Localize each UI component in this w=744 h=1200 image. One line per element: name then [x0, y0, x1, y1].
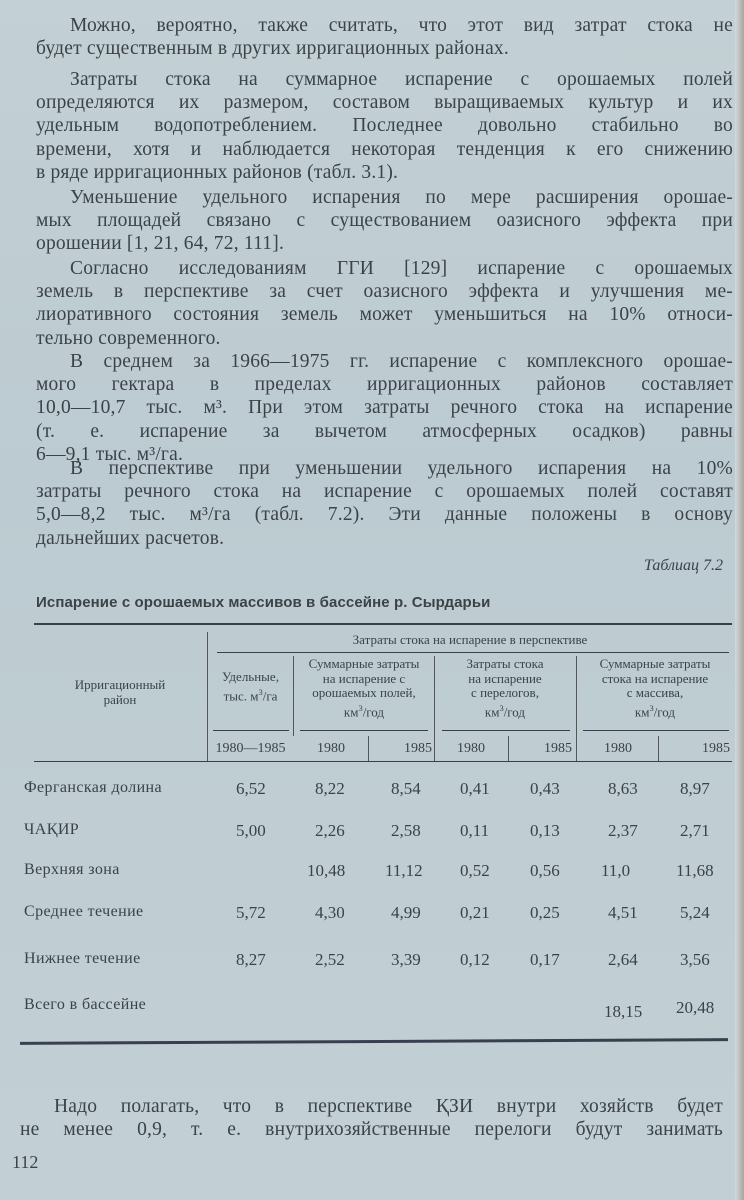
text-line: Согласно исследованиям ГГИ [129] испарение с орошаемых — [70, 258, 733, 279]
table-cell: 8,54 — [391, 779, 421, 798]
header-line: орошаемых полей, — [312, 685, 416, 700]
table-cell: 11,12 — [385, 861, 423, 880]
header-line: Ирригационный — [74, 677, 166, 692]
text-line: определяются их размером, составом выращиваемых культур и их — [36, 92, 733, 114]
subgroup-underline — [442, 730, 570, 731]
table-cell: 4,30 — [315, 903, 345, 922]
text-line: Затраты стока на суммарное испарение с орошаемых полей — [70, 69, 733, 90]
region-name: Ферганская долина — [24, 779, 163, 796]
text-line: В среднем за 1966—1975 гг. испарение с комплексного орошае- — [70, 351, 733, 372]
header-line: с перелогов, — [471, 685, 539, 700]
text-line: затраты речного стока на испарение с орошаемых полей составят — [36, 481, 733, 503]
text-line: будет существенным в других ирригационных районах. — [36, 38, 509, 60]
table-cell: 5,24 — [680, 903, 710, 922]
table-cell: 0,25 — [530, 903, 560, 922]
header-line: на испарение с — [322, 670, 406, 686]
paragraph-2 — [36, 68, 733, 184]
table-cell: 0,41 — [460, 779, 490, 798]
text-line: времени, хотя и наблюдается некоторая тенденция к его снижению — [36, 138, 733, 160]
table-number: Таблиац 7.2 — [644, 557, 723, 574]
table-cell: 3,39 — [391, 950, 421, 969]
total-massif-header — [578, 657, 732, 719]
subgroup-underline — [583, 730, 729, 731]
table-cell: 4,51 — [608, 903, 638, 922]
group-underline — [217, 652, 729, 653]
table-cell: 8,97 — [680, 779, 710, 798]
text-line: мых площадей связано с существованием оазисного эффекта при — [36, 210, 733, 232]
header-bottom-rule — [34, 761, 732, 762]
header-line: с массива, — [626, 685, 684, 700]
paragraph-5 — [36, 350, 733, 466]
table-cell: 0,17 — [530, 950, 560, 969]
year-header: 1985 — [702, 741, 730, 756]
table-cell: 6,52 — [236, 779, 266, 798]
header-line: Суммарные затраты — [308, 656, 420, 671]
table-cell: 8,27 — [236, 950, 266, 969]
table-title: Испарение с орошаемых массивов в бассейне р. Сырдарьи — [36, 594, 491, 611]
year-header: 1980 — [457, 741, 485, 756]
text-line: 10,0—10,7 тыс. м³. При этом затраты речного стока на испарение — [36, 397, 733, 419]
column-divider — [508, 736, 509, 761]
paragraph-3 — [36, 186, 733, 256]
header-line: тыс. $м^3/га$ — [223, 686, 278, 703]
year-header: 1980 — [317, 741, 345, 756]
text-line: тельно современного. — [36, 327, 221, 349]
column-divider — [658, 736, 659, 761]
table-cell: 11,0 — [601, 861, 631, 880]
table-cell: 10,48 — [307, 861, 346, 880]
year-header: 1985 — [404, 741, 432, 756]
column-divider — [576, 656, 577, 761]
column-divider — [207, 632, 208, 762]
table-cell: 11,68 — [676, 861, 714, 880]
table-cell: 2,64 — [608, 950, 638, 969]
table-cell: 4,99 — [391, 903, 421, 922]
table-cell: 20,48 — [676, 998, 715, 1017]
table-cell: 0,43 — [530, 779, 560, 798]
column-divider — [368, 736, 369, 761]
subgroup-underline — [213, 730, 289, 731]
group-header: Затраты стока на испарение в перспективе — [352, 632, 588, 647]
text-line: в ряде ирригационных районов (табл. 3.1). — [36, 161, 399, 183]
table-cell: 0,52 — [460, 861, 490, 880]
table-cell: 2,37 — [608, 821, 638, 840]
table-cell: 5,72 — [236, 903, 266, 922]
fallow-lands-header — [436, 657, 574, 719]
table-cell: 2,26 — [315, 821, 345, 840]
header-line: $км^3$/год — [484, 702, 526, 719]
table-cell: 0,56 — [530, 861, 560, 880]
header-line: Затраты стока — [466, 656, 544, 671]
specific-evaporation-header — [209, 670, 292, 703]
table-cell: 2,58 — [391, 821, 421, 840]
region-name: Верхняя зона — [24, 861, 120, 878]
table-bottom-rule — [20, 1038, 728, 1045]
text-line: (т. е. испарение за вычетом атмосферных осадков) равны — [36, 420, 733, 442]
text-line: 5,0—8,2 тыс. м³/га (табл. 7.2). Эти данные положены в основу — [36, 504, 733, 526]
text-line: не менее 0,9, т. е. внутрихозяйственные перелоги будут занимать — [20, 1119, 723, 1141]
header-line: Суммарные затраты — [599, 656, 711, 671]
table-cell: 8,63 — [608, 779, 638, 798]
page-edge — [735, 0, 744, 1200]
paragraph-6 — [36, 457, 733, 550]
table-cell: 0,11 — [460, 821, 490, 840]
paragraph-after-table — [20, 1095, 723, 1141]
table-cell: 0,13 — [530, 821, 560, 840]
region-name: Среднее течение — [24, 903, 144, 920]
text-line: земель в перспективе за счет оазисного эффекта и улучшения ме- — [36, 281, 733, 303]
header-line: Удельные, — [222, 669, 279, 684]
table-cell: 5,00 — [236, 821, 266, 840]
text-line: лиоративного состояния земель может уменьшиться на 10% относи- — [36, 304, 733, 326]
region-column-header — [40, 678, 200, 707]
column-divider — [434, 656, 435, 761]
table-cell: 0,12 — [460, 950, 490, 969]
table-cell: 18,15 — [604, 1002, 643, 1021]
region-name: ЧАҚИР — [24, 821, 80, 838]
header-line: $км^3$/год — [634, 702, 676, 719]
table-cell: 3,56 — [680, 950, 710, 969]
year-header: 1980—1985 — [215, 741, 286, 756]
year-header: 1985 — [544, 741, 572, 756]
header-line: район — [103, 691, 137, 707]
table-cell: 0,21 — [460, 903, 490, 922]
header-line: стока на испарение — [601, 670, 709, 686]
region-name: Нижнее течение — [24, 950, 141, 967]
text-line: Надо полагать, что в перспективе ҚЗИ внутри хозяйств будет — [54, 1096, 723, 1117]
subgroup-underline — [300, 730, 428, 731]
text-line: мого гектара в пределах ирригационных районов составляет — [36, 374, 733, 396]
text-line: дальнейших расчетов. — [36, 527, 225, 549]
paragraph-1 — [36, 14, 733, 60]
page-number: 112 — [12, 1152, 39, 1172]
year-header: 1980 — [604, 741, 632, 756]
paragraph-4 — [36, 257, 733, 350]
text-line: удельным водопотреблением. Последнее довольно стабильно во — [36, 115, 733, 137]
text-line: орошении [1, 21, 64, 72, 111]. — [36, 233, 285, 255]
region-name: Всего в бассейне — [24, 996, 147, 1013]
text-line: В перспективе при уменьшении удельного испарения на 10% — [70, 458, 733, 479]
text-line: Можно, вероятно, также считать, что этот вид затрат стока не — [70, 15, 733, 36]
table-cell: 2,52 — [315, 950, 345, 969]
header-line: $км^3$/год — [343, 702, 385, 719]
header-line: на испарение — [468, 670, 542, 686]
text-line: Уменьшение удельного испарения по мере расширения орошае- — [70, 187, 733, 208]
text-line: 6—9,1 тыс. м³/га. — [36, 443, 184, 465]
table-cell: 2,71 — [680, 821, 710, 840]
table-cell: 8,22 — [315, 779, 345, 798]
total-irrigated-fields-header — [294, 657, 434, 719]
table-top-rule — [34, 623, 732, 625]
